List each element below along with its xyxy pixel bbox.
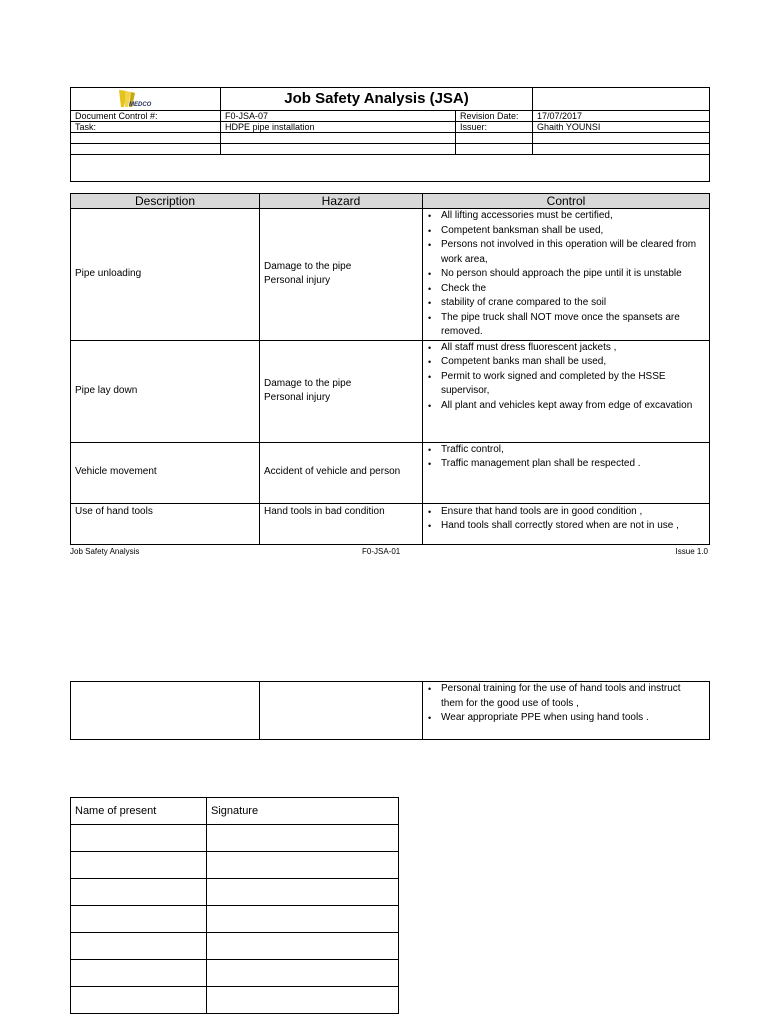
logo-text: MEDCO (129, 102, 152, 108)
signature-row (71, 987, 399, 1014)
table-row (71, 503, 710, 544)
row-hazard (260, 503, 423, 544)
signature-cell[interactable] (207, 987, 399, 1014)
row-controls (423, 340, 710, 442)
table-row (71, 209, 710, 341)
footer-right: Issue 1.0 (675, 547, 708, 556)
name-cell[interactable] (71, 825, 207, 852)
control-item: • No person should approach the pipe until it is unstable (441, 267, 705, 282)
blank-row (71, 155, 710, 182)
blank-cell (71, 144, 221, 155)
issuer-label: Issuer: (456, 122, 533, 133)
name-cell[interactable] (71, 987, 207, 1014)
control-item: • The pipe truck shall NOT move once the spansets are removed. (441, 311, 705, 340)
control-item: • Hand tools shall correctly stored when are not in use , (441, 519, 705, 534)
logo-cell (71, 88, 221, 111)
name-cell[interactable] (71, 933, 207, 960)
row-hazard (260, 682, 423, 740)
row-controls (423, 682, 710, 740)
name-cell[interactable] (71, 879, 207, 906)
hazard-line: Personal injury (264, 275, 331, 287)
control-item: • Ensure that hand tools are in good condition , (441, 505, 705, 520)
signature-cell[interactable] (207, 825, 399, 852)
row-description (71, 682, 260, 740)
signature-row (71, 933, 399, 960)
signature-cell[interactable] (207, 933, 399, 960)
blank-cell (533, 144, 710, 155)
name-of-present-header: Name of present (71, 798, 207, 825)
hazard-line: Accident of vehicle and person (264, 466, 401, 478)
control-item: • All lifting accessories must be certified, (441, 209, 705, 224)
table-row (71, 340, 710, 442)
row-controls (423, 442, 710, 503)
medco-logo (115, 89, 175, 109)
blank-cell (221, 133, 456, 144)
revision-date-value: 17/07/2017 (533, 111, 710, 122)
signature-cell[interactable] (207, 879, 399, 906)
name-cell[interactable] (71, 852, 207, 879)
row-controls (423, 209, 710, 341)
row-controls (423, 503, 710, 544)
blank-cell (533, 133, 710, 144)
control-item: • stability of crane compared to the soil (441, 296, 705, 311)
hazard-line: Hand tools in bad condition (264, 505, 385, 517)
name-cell[interactable] (71, 906, 207, 933)
signature-cell[interactable] (207, 960, 399, 987)
control-item: • All plant and vehicles kept away from edge of excavation (441, 399, 705, 414)
signature-cell[interactable] (207, 906, 399, 933)
doc-control-label: Document Control #: (71, 111, 221, 122)
footer-left: Job Safety Analysis (70, 547, 140, 556)
signature-row (71, 879, 399, 906)
jsa-table (70, 193, 710, 545)
control-item: • Personal training for the use of hand tools and instruct them for the good use of tools , (441, 682, 705, 711)
signature-cell[interactable] (207, 852, 399, 879)
table-row (71, 442, 710, 503)
row-description: Pipe unloading (71, 209, 260, 341)
footer-center: F0-JSA-01 (362, 547, 401, 556)
signature-table (70, 797, 399, 1014)
task-label: Task: (71, 122, 221, 133)
col-header-control: Control (423, 194, 710, 209)
row-hazard (260, 442, 423, 503)
header-table (70, 87, 710, 182)
table-row (71, 682, 710, 740)
row-description: Use of hand tools (71, 503, 260, 544)
row-description: Pipe lay down (71, 340, 260, 442)
control-item: • Competent banksman shall be used, (441, 224, 705, 239)
signature-row (71, 906, 399, 933)
continuation-table (70, 681, 710, 740)
control-item: • Persons not involved in this operation will be cleared from work area, (441, 238, 705, 267)
control-item: • Wear appropriate PPE when using hand tools . (441, 711, 705, 726)
control-item: • Traffic management plan shall be respected . (441, 457, 705, 472)
col-header-hazard: Hazard (260, 194, 423, 209)
hazard-line: Personal injury (264, 392, 331, 403)
signature-row (71, 825, 399, 852)
row-hazard (260, 209, 423, 341)
hazard-line: Damage to the pipe (264, 377, 352, 389)
blank-cell (456, 144, 533, 155)
signature-row (71, 960, 399, 987)
blank-cell (456, 133, 533, 144)
control-item: • Permit to work signed and completed by the HSSE supervisor, (441, 370, 705, 399)
control-item: • Competent banks man shall be used, (441, 355, 705, 370)
hazard-line: Damage to the pipe (264, 260, 352, 272)
blank-cell (71, 133, 221, 144)
blank-cell (221, 144, 456, 155)
control-item: • Traffic control, (441, 443, 705, 458)
task-value: HDPE pipe installation (221, 122, 456, 133)
issuer-value: Ghaith YOUNSI (533, 122, 710, 133)
control-item: • Check the (441, 282, 705, 297)
title-blank-cell (533, 88, 710, 111)
document-title: Job Safety Analysis (JSA) (221, 88, 533, 111)
doc-control-value: F0-JSA-07 (221, 111, 456, 122)
col-header-description: Description (71, 194, 260, 209)
row-description: Vehicle movement (71, 442, 260, 503)
signature-row (71, 852, 399, 879)
control-item: • All staff must dress fluorescent jackets , (441, 341, 705, 356)
row-hazard (260, 340, 423, 442)
name-cell[interactable] (71, 960, 207, 987)
signature-header: Signature (207, 798, 399, 825)
revision-date-label: Revision Date: (456, 111, 533, 122)
